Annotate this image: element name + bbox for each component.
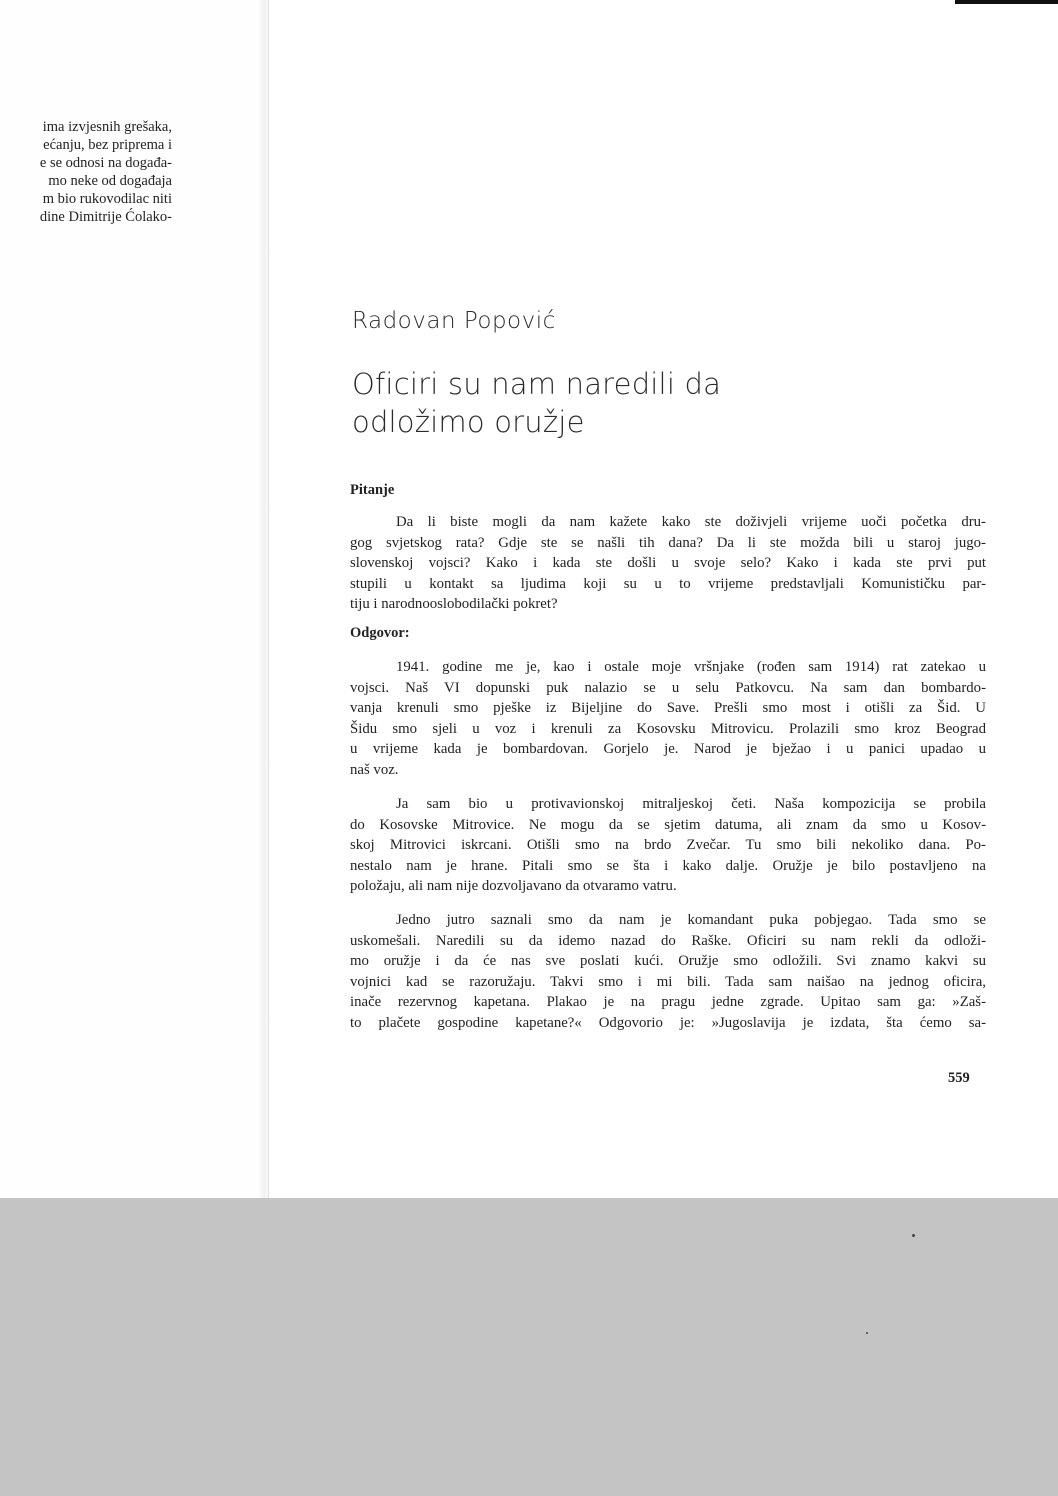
text-line: mo oružje i da će nas sve poslati kući. Oružje smo odložili. Svi znamo kakvi su bbox=[350, 953, 986, 969]
text-line: u vrijeme kada je bombardovan. Gorjelo je. Narod je bježao i u panici upadao u bbox=[350, 741, 986, 757]
text-line: vanja krenuli smo pješke iz Bijeljine do Save. Prešli smo most i otišli za Šid. U bbox=[350, 700, 986, 716]
text-line: vojnici kad se razoružaju. Takvi smo i mi bili. Tada sam naišao na jednog oficira, bbox=[350, 973, 986, 990]
article-title bbox=[352, 365, 872, 441]
text-line: naš voz. bbox=[350, 761, 399, 778]
page-number: 559 bbox=[948, 1070, 970, 1086]
text-line: do Kosovske Mitrovice. Ne mogu da se sjetim datuma, ali znam da smo u Kosov- bbox=[350, 816, 986, 833]
answer-label: Odgovor: bbox=[350, 625, 410, 641]
title-line: Oficiri su nam naredili da bbox=[352, 367, 722, 401]
left-page bbox=[0, 0, 269, 1200]
left-line: mo neke od događaja bbox=[48, 173, 172, 189]
text-line: tiju i narodnooslobodilački pokret? bbox=[350, 596, 558, 612]
dust-speck bbox=[912, 1234, 915, 1237]
text-line: uskomešali. Naredili su da idemo nazad do Raške. Oficiri su nam rekli da odloži- bbox=[350, 932, 986, 949]
answer-paragraph-2 bbox=[350, 794, 986, 897]
left-line: dine Dimitrije Ćolako- bbox=[39, 209, 172, 225]
text-line: inače rezervnog kapetana. Plakao je na pragu jedne zgrade. Upitao sam ga: »Zaš- bbox=[350, 994, 986, 1010]
text-line: gog svjetskog rata? Gdje ste se našli tih dana? Da li ste možda bili u staroj jugo- bbox=[350, 534, 986, 551]
question-label: Pitanje bbox=[350, 482, 395, 498]
text-line: Ja sam bio u protivavionskoj mitraljeskoj četi. Naša kompozicija se probila bbox=[396, 796, 986, 812]
text-line: to plačete gospodine kapetane?« Odgovorio je: »Jugoslavija je izdata, šta ćemo sa- bbox=[350, 1014, 986, 1031]
text-line: stupili u kontakt sa ljudima koji su u to vrijeme predstavljali Komunističku par- bbox=[350, 575, 986, 592]
dust-speck bbox=[866, 1332, 868, 1334]
answer-paragraph-3 bbox=[350, 910, 986, 1033]
left-line: e se odnosi na događa- bbox=[39, 155, 172, 171]
answer-paragraph-1 bbox=[350, 657, 986, 780]
author-name: Radovan Popović bbox=[352, 308, 556, 334]
left-line: m bio rukovodilac niti bbox=[42, 191, 172, 207]
text-line: Jedno jutro saznali smo da nam je komandant puka pobjegao. Tada smo se bbox=[396, 912, 986, 928]
text-line: slovenskoj vojsci? Kako i kada ste došli u svoje selo? Kako i kada ste prvi put bbox=[350, 555, 986, 571]
text-line: Da li biste mogli da nam kažete kako ste doživjeli vrijeme uoči početka dru- bbox=[396, 514, 986, 530]
page-fold-shadow bbox=[258, 0, 270, 1200]
text-line: 1941. godine me je, kao i ostale moje vršnjake (rođen sam 1914) rat zatekao u bbox=[396, 659, 986, 675]
text-line: vojsci. Naš VI dopunski puk nalazio se u selu Patkovcu. Na sam dan bombardo- bbox=[350, 679, 986, 696]
text-line: Šidu smo sjeli u voz i krenuli za Kosovsku Mitrovicu. Prolazili smo kroz Beograd bbox=[350, 720, 986, 737]
left-line: ima izvjesnih grešaka, bbox=[42, 119, 172, 135]
scanner-background bbox=[0, 1198, 1058, 1496]
text-line: skoj Mitrovici iskrcani. Otišli smo na brdo Zvečar. Tu smo bili nekoliko dana. Po- bbox=[350, 837, 986, 853]
title-line: odložimo oružje bbox=[352, 405, 585, 439]
scan-corner-mark bbox=[955, 0, 1058, 4]
text-line: nestalo nam je hrane. Pitali smo se šta i kako dalje. Oružje je bilo postavljeno na bbox=[350, 857, 986, 874]
left-line: ećanju, bez priprema i bbox=[43, 137, 172, 153]
text-line: položaju, ali nam nije dozvoljavano da otvaramo vatru. bbox=[350, 878, 677, 894]
question-paragraph bbox=[350, 512, 986, 615]
